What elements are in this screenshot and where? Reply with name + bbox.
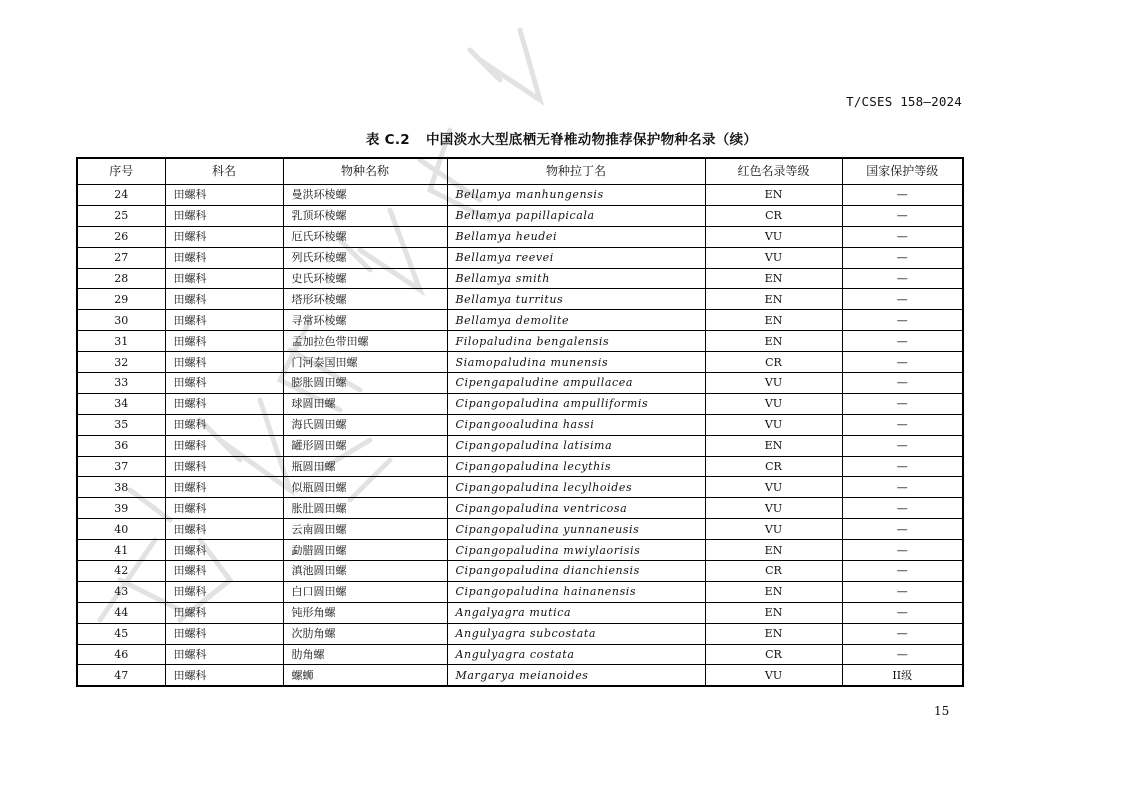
cell-family: 田螺科: [165, 519, 283, 540]
cell-family: 田螺科: [165, 644, 283, 665]
cell-red-list: EN: [705, 268, 842, 289]
cell-national-protection: —: [842, 498, 963, 519]
cell-national-protection: —: [842, 373, 963, 394]
cell-national-protection: —: [842, 581, 963, 602]
cell-index: 47: [77, 665, 165, 686]
cell-latin-name: Cipangopaludina ampulliformis: [447, 393, 705, 414]
cell-index: 44: [77, 602, 165, 623]
cell-index: 39: [77, 498, 165, 519]
cell-red-list: VU: [705, 393, 842, 414]
cell-index: 26: [77, 226, 165, 247]
cell-national-protection: —: [842, 435, 963, 456]
cell-index: 30: [77, 310, 165, 331]
cell-red-list: CR: [705, 644, 842, 665]
cell-species-name: 曼洪环棱螺: [283, 185, 447, 206]
cell-latin-name: Cipangooaludina hassi: [447, 414, 705, 435]
cell-family: 田螺科: [165, 185, 283, 206]
cell-national-protection: —: [842, 644, 963, 665]
cell-species-name: 白口圆田螺: [283, 581, 447, 602]
cell-national-protection: —: [842, 456, 963, 477]
cell-index: 28: [77, 268, 165, 289]
cell-index: 40: [77, 519, 165, 540]
cell-species-name: 罐形圆田螺: [283, 435, 447, 456]
cell-red-list: EN: [705, 435, 842, 456]
cell-species-name: 塔形环棱螺: [283, 289, 447, 310]
table-caption: [0, 128, 1123, 148]
column-header-index: 序号: [77, 158, 165, 185]
table-row: [77, 519, 963, 540]
column-header-latin-name: 物种拉丁名: [447, 158, 705, 185]
cell-red-list: VU: [705, 414, 842, 435]
cell-red-list: VU: [705, 519, 842, 540]
table-row: [77, 477, 963, 498]
cell-species-name: 孟加拉色带田螺: [283, 331, 447, 352]
cell-national-protection: —: [842, 540, 963, 561]
cell-national-protection: —: [842, 477, 963, 498]
cell-species-name: 瓶圆田螺: [283, 456, 447, 477]
cell-family: 田螺科: [165, 289, 283, 310]
cell-family: 田螺科: [165, 247, 283, 268]
cell-national-protection: —: [842, 352, 963, 373]
cell-latin-name: Cipangopaludina hainanensis: [447, 581, 705, 602]
cell-species-name: 钝形角螺: [283, 602, 447, 623]
species-table: [76, 157, 964, 687]
cell-index: 43: [77, 581, 165, 602]
cell-latin-name: Bellamya smith: [447, 268, 705, 289]
cell-red-list: VU: [705, 498, 842, 519]
cell-index: 27: [77, 247, 165, 268]
cell-index: 32: [77, 352, 165, 373]
table-row: [77, 310, 963, 331]
cell-species-name: 门河泰国田螺: [283, 352, 447, 373]
cell-latin-name: Filopaludina bengalensis: [447, 331, 705, 352]
cell-index: 24: [77, 185, 165, 206]
table-row: [77, 373, 963, 394]
table-row: [77, 414, 963, 435]
table-row: [77, 435, 963, 456]
cell-species-name: 史氏环棱螺: [283, 268, 447, 289]
cell-latin-name: Bellamya heudei: [447, 226, 705, 247]
cell-red-list: EN: [705, 623, 842, 644]
table-header-row: [77, 158, 963, 185]
cell-family: 田螺科: [165, 310, 283, 331]
cell-national-protection: —: [842, 185, 963, 206]
cell-family: 田螺科: [165, 393, 283, 414]
table-row: [77, 393, 963, 414]
cell-latin-name: Cipangopaludina mwiylaorisis: [447, 540, 705, 561]
cell-index: 41: [77, 540, 165, 561]
cell-national-protection: —: [842, 519, 963, 540]
cell-family: 田螺科: [165, 435, 283, 456]
cell-national-protection: —: [842, 289, 963, 310]
table-row: [77, 205, 963, 226]
cell-national-protection: —: [842, 247, 963, 268]
cell-index: 33: [77, 373, 165, 394]
cell-national-protection: —: [842, 561, 963, 582]
table-row: [77, 226, 963, 247]
cell-national-protection: —: [842, 414, 963, 435]
cell-family: 田螺科: [165, 477, 283, 498]
table-number: 表 C.2: [365, 132, 410, 148]
cell-latin-name: Bellamya turritus: [447, 289, 705, 310]
cell-index: 37: [77, 456, 165, 477]
cell-family: 田螺科: [165, 331, 283, 352]
cell-latin-name: Bellamya reevei: [447, 247, 705, 268]
cell-species-name: 列氏环棱螺: [283, 247, 447, 268]
cell-family: 田螺科: [165, 561, 283, 582]
cell-family: 田螺科: [165, 373, 283, 394]
table-row: [77, 623, 963, 644]
cell-family: 田螺科: [165, 581, 283, 602]
cell-index: 45: [77, 623, 165, 644]
cell-index: 42: [77, 561, 165, 582]
cell-latin-name: Cipangopaludina dianchiensis: [447, 561, 705, 582]
cell-index: 34: [77, 393, 165, 414]
table-row: [77, 247, 963, 268]
cell-latin-name: Cipangopaludina lecythis: [447, 456, 705, 477]
table-row: [77, 185, 963, 206]
cell-species-name: 云南圆田螺: [283, 519, 447, 540]
cell-family: 田螺科: [165, 414, 283, 435]
cell-latin-name: Margarya meianoides: [447, 665, 705, 686]
cell-index: 29: [77, 289, 165, 310]
cell-family: 田螺科: [165, 665, 283, 686]
cell-latin-name: Bellamya demolite: [447, 310, 705, 331]
cell-species-name: 勐腊圆田螺: [283, 540, 447, 561]
cell-species-name: 海氏圆田螺: [283, 414, 447, 435]
cell-species-name: 次肋角螺: [283, 623, 447, 644]
table-row: [77, 289, 963, 310]
cell-red-list: CR: [705, 456, 842, 477]
cell-national-protection: —: [842, 331, 963, 352]
cell-index: 35: [77, 414, 165, 435]
cell-family: 田螺科: [165, 268, 283, 289]
cell-species-name: 乳顶环棱螺: [283, 205, 447, 226]
cell-latin-name: Cipangopaludina lecylhoides: [447, 477, 705, 498]
document-id: T/CSES 158—2024: [846, 94, 962, 109]
cell-red-list: EN: [705, 540, 842, 561]
cell-national-protection: —: [842, 310, 963, 331]
cell-red-list: VU: [705, 665, 842, 686]
cell-family: 田螺科: [165, 498, 283, 519]
cell-national-protection: —: [842, 623, 963, 644]
cell-latin-name: Angulyagra costata: [447, 644, 705, 665]
cell-family: 田螺科: [165, 602, 283, 623]
cell-latin-name: Cipangopaludina ventricosa: [447, 498, 705, 519]
cell-national-protection: —: [842, 205, 963, 226]
cell-index: 38: [77, 477, 165, 498]
cell-index: 31: [77, 331, 165, 352]
table-row: [77, 540, 963, 561]
column-header-national-protection: 国家保护等级: [842, 158, 963, 185]
cell-latin-name: Cipangopaludina latisima: [447, 435, 705, 456]
cell-species-name: 滇池圆田螺: [283, 561, 447, 582]
table-row: [77, 352, 963, 373]
cell-latin-name: Siamopaludina munensis: [447, 352, 705, 373]
cell-red-list: EN: [705, 185, 842, 206]
cell-latin-name: Angulyagra subcostata: [447, 623, 705, 644]
cell-red-list: VU: [705, 247, 842, 268]
table-title: 中国淡水大型底栖无脊椎动物推荐保护物种名录（续）: [425, 132, 758, 148]
column-header-red-list: 红色名录等级: [705, 158, 842, 185]
cell-species-name: 螺蛳: [283, 665, 447, 686]
cell-latin-name: Angalyagra mutica: [447, 602, 705, 623]
cell-index: 36: [77, 435, 165, 456]
cell-red-list: VU: [705, 373, 842, 394]
cell-red-list: EN: [705, 310, 842, 331]
cell-latin-name: Cipangopaludina yunnaneusis: [447, 519, 705, 540]
cell-red-list: VU: [705, 226, 842, 247]
cell-red-list: EN: [705, 581, 842, 602]
table-row: [77, 331, 963, 352]
cell-index: 46: [77, 644, 165, 665]
cell-national-protection: —: [842, 393, 963, 414]
cell-family: 田螺科: [165, 352, 283, 373]
cell-family: 田螺科: [165, 456, 283, 477]
cell-red-list: EN: [705, 289, 842, 310]
cell-red-list: EN: [705, 331, 842, 352]
table-row: [77, 644, 963, 665]
cell-species-name: 膨胀圆田螺: [283, 373, 447, 394]
cell-national-protection: —: [842, 268, 963, 289]
cell-red-list: CR: [705, 205, 842, 226]
cell-species-name: 似瓶圆田螺: [283, 477, 447, 498]
cell-red-list: EN: [705, 602, 842, 623]
cell-species-name: 胀肚圆田螺: [283, 498, 447, 519]
cell-national-protection: —: [842, 602, 963, 623]
table-row: [77, 456, 963, 477]
cell-latin-name: Bellamya manhungensis: [447, 185, 705, 206]
table-row: [77, 268, 963, 289]
cell-family: 田螺科: [165, 623, 283, 644]
cell-national-protection: —: [842, 226, 963, 247]
cell-red-list: CR: [705, 352, 842, 373]
cell-species-name: 寻常环棱螺: [283, 310, 447, 331]
table-row: [77, 561, 963, 582]
cell-family: 田螺科: [165, 205, 283, 226]
cell-species-name: 球圆田螺: [283, 393, 447, 414]
table-row: [77, 602, 963, 623]
table-row: [77, 581, 963, 602]
column-header-family: 科名: [165, 158, 283, 185]
page-number: 15: [934, 704, 950, 718]
cell-latin-name: Bellamya papillapicala: [447, 205, 705, 226]
cell-latin-name: Cipengapaludine ampullacea: [447, 373, 705, 394]
cell-national-protection: II级: [842, 665, 963, 686]
cell-red-list: CR: [705, 561, 842, 582]
table-row: [77, 665, 963, 686]
cell-family: 田螺科: [165, 540, 283, 561]
cell-index: 25: [77, 205, 165, 226]
cell-species-name: 肋角螺: [283, 644, 447, 665]
cell-family: 田螺科: [165, 226, 283, 247]
table-row: [77, 498, 963, 519]
cell-species-name: 厄氏环棱螺: [283, 226, 447, 247]
column-header-species-name: 物种名称: [283, 158, 447, 185]
cell-red-list: VU: [705, 477, 842, 498]
